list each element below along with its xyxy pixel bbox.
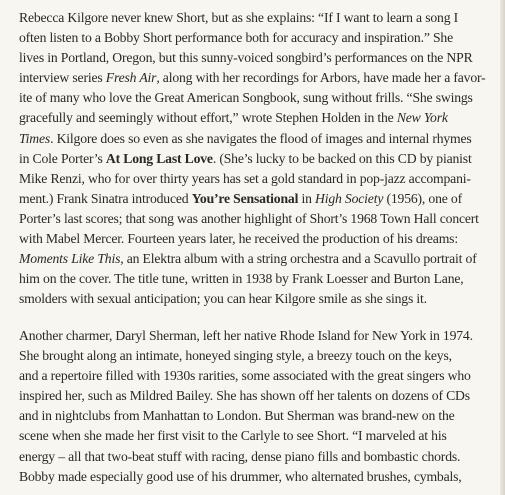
text-run: . (She’s lucky to be backed on this CD by pianist <box>212 150 472 166</box>
text-run: , along with her recordings for Arbors, have made her a favor- <box>156 70 486 86</box>
text-run: Mike Renzi, who for over thirty years has set a gold standard in pop-jazz accompani- <box>19 170 471 186</box>
text-run: energy – all that two-beat stuff with racing, dense piano fills and bombastic chords. <box>19 448 461 464</box>
text-run: ment.) Frank Sinatra introduced <box>19 190 192 206</box>
song-title: You’re Sensational <box>191 190 299 206</box>
text-line <box>19 269 495 289</box>
italic-title: Fresh Air <box>105 70 157 86</box>
text-line <box>19 8 495 28</box>
text-line <box>19 229 495 249</box>
text-run: scene when she made her first visit to the Carlyle to see Short. “I marveled at his <box>19 428 447 444</box>
text-run: . Kilgore does so even as she navigates the flood of images and internal rhymes <box>50 130 472 146</box>
italic-title: High Society <box>315 190 384 206</box>
text-run: with Mabel Mercer. Fourteen years later, he received the production of his dreams: <box>19 231 458 247</box>
text-run: , an Elektra album with a string orchestra and a Scavullo portrait of <box>120 251 477 267</box>
text-run: and a repertoire filled with 1930s rarities, some associated with the great singers who <box>19 368 471 384</box>
text-run: in <box>298 190 315 206</box>
text-line <box>19 447 495 467</box>
text-run: ite of many who love the Great American Songbook, sung without frills. “She swings <box>19 90 473 106</box>
text-run: inspired her, such as Mildred Bailey. She has shown off her talents on dozens of CDs <box>19 388 470 404</box>
text-line <box>19 28 495 48</box>
text-line <box>19 209 495 229</box>
text-run: gracefully and seemingly without effort,” wrote Stephen Holden in the <box>19 110 397 126</box>
italic-title: Moments Like This <box>19 251 121 267</box>
text-run: often listen to a Bobby Short performance both for accuracy and inspiration.” She <box>19 30 454 46</box>
song-title: At Long Last Love <box>105 150 213 166</box>
text-line <box>19 189 495 209</box>
text-line <box>19 386 495 406</box>
text-line <box>19 88 495 108</box>
page-edge-shadow <box>500 0 505 495</box>
text-line <box>19 346 495 366</box>
text-line <box>19 68 495 88</box>
text-line <box>19 149 495 169</box>
text-line <box>19 129 495 149</box>
italic-title: New York <box>396 110 448 126</box>
text-run: She brought along an intimate, honeyed singing style, a breezy touch on the keys, <box>19 348 452 364</box>
text-run: (1956), one of <box>383 190 462 206</box>
paragraph-kilgore <box>19 8 495 309</box>
text-line <box>19 289 495 309</box>
text-run: Another charmer, Daryl Sherman, left her native Rhode Island for New York in 1974. <box>19 328 473 343</box>
text-run: lives in Portland, Oregon, but this sunny-voiced songbird’s performances on the NPR <box>19 50 473 66</box>
text-run: in Cole Porter’s <box>19 150 106 166</box>
text-run: and in nightclubs from Manhattan to London. But Sherman was brand-new on the <box>19 408 455 424</box>
text-line <box>19 249 495 269</box>
text-run: him on the cover. The title tune, written in 1938 by Frank Loesser and Burton Lane, <box>19 271 464 287</box>
text-run: Porter’s last scores; that song was another highlight of Short’s 1968 Town Hall concert <box>19 210 479 226</box>
text-line <box>19 108 495 128</box>
text-run: Rebecca Kilgore never knew Short, but as she explains: “If I want to learn a song I <box>19 10 458 25</box>
text-line <box>19 48 495 68</box>
text-line <box>19 467 495 487</box>
text-line <box>19 406 495 426</box>
text-run: Bobby made especially good use of his drummer, who alternated brushes, cymbals, <box>19 468 462 484</box>
text-line <box>19 169 495 189</box>
text-line <box>19 426 495 446</box>
text-line <box>19 326 495 346</box>
italic-title: Times <box>19 130 51 146</box>
paragraph-sherman <box>19 326 495 487</box>
text-run: smolders with sexual anticipation; you can hear Kilgore smile as she sings it. <box>19 291 427 307</box>
text-run: interview series <box>19 70 106 86</box>
text-line <box>19 366 495 386</box>
